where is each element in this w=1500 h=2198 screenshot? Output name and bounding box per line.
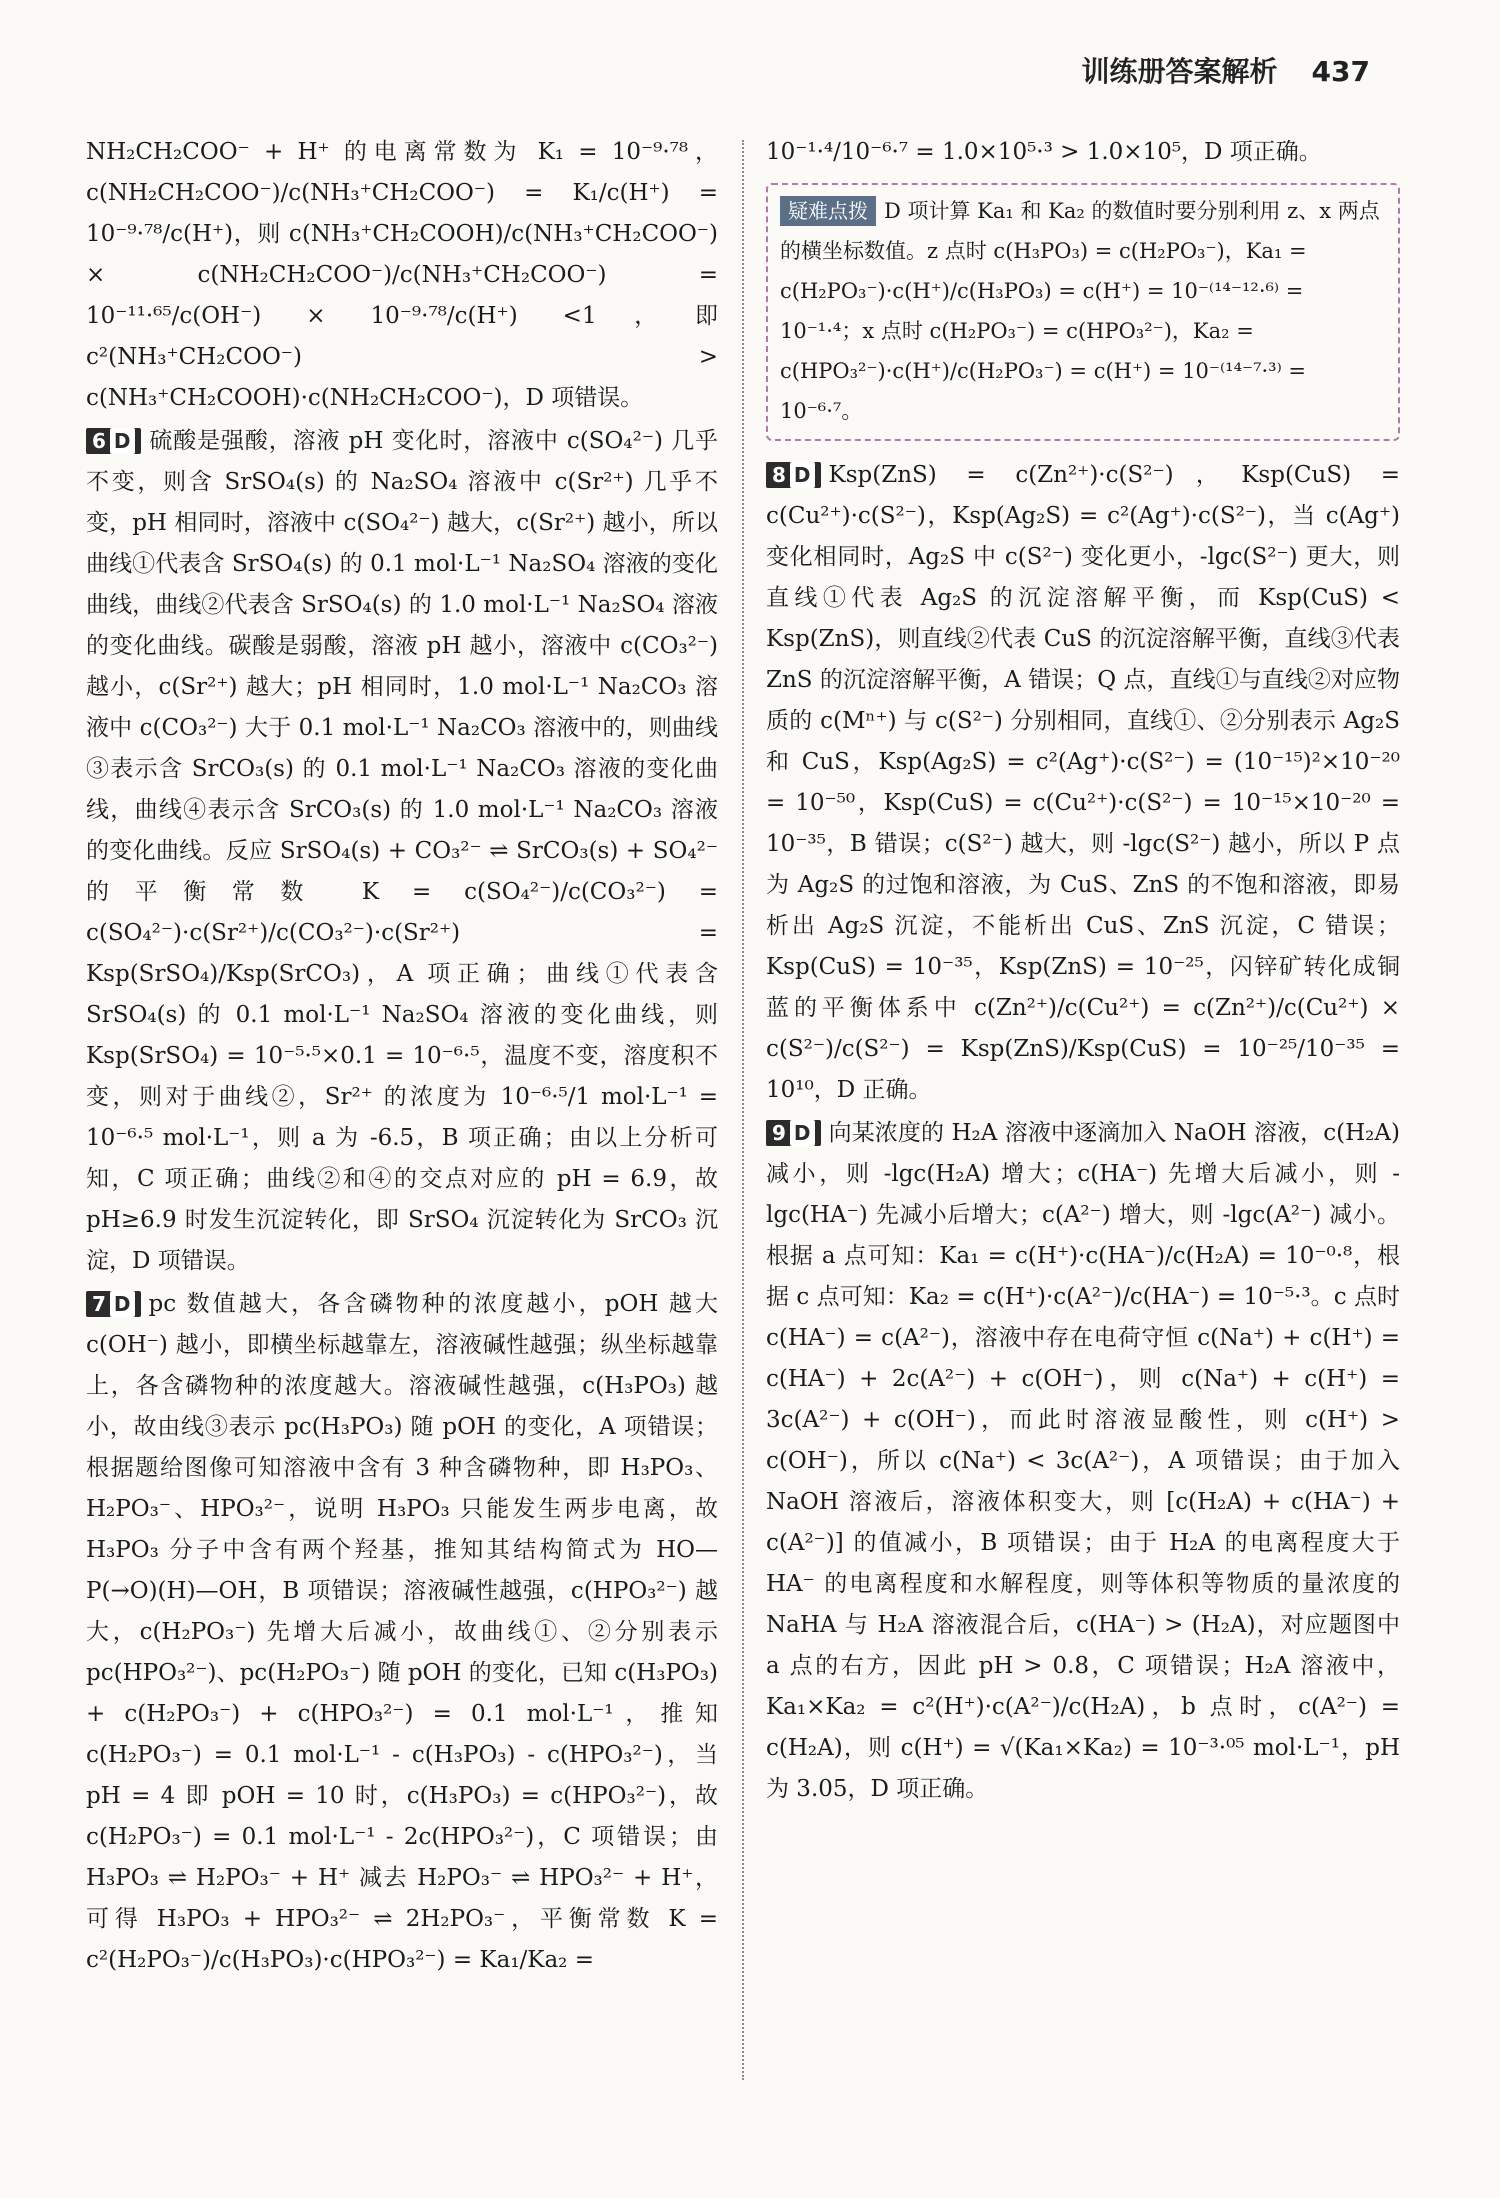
paragraph-q8-text: Ksp(ZnS) = c(Zn²⁺)·c(S²⁻)，Ksp(CuS) = c(Cu²⁺)·c(S²⁻)，Ksp(Ag₂S) = c²(Ag⁺)·c(S²⁻)，当 c(Ag⁺) 变化相同时，Ag₂S 中 c(S²⁻) 变化更小，-lgc(S²⁻) 更大，则直线①代表 Ag₂S 的沉淀溶解平衡，而 Ksp(CuS) < Ksp(ZnS)，则直线②代表 CuS 的沉淀溶解平衡，直线③代表 ZnS 的沉淀溶解平衡，A 错误；Q 点，直线①与直线②对应物质的 c(Mⁿ⁺) 与 c(S²⁻) 分别相同，直线①、②分别表示 Ag₂S 和 CuS，Ksp(Ag₂S) = c²(Ag⁺)·c(S²⁻) = (10⁻¹⁵)²×10⁻²⁰ = 10⁻⁵⁰，Ksp(CuS) = c(Cu²⁺)·c(S²⁻) = 10⁻¹⁵×10⁻²⁰ = 10⁻³⁵，B 错误；c(S²⁻) 越大，则 -lgc(S²⁻) 越小，所以 P 点为 Ag₂S 的过饱和溶液，为 CuS、ZnS 的不饱和溶液，即易析出 Ag₂S 沉淀，不能析出 CuS、ZnS 沉淀，C 错误；Ksp(CuS) = 10⁻³⁵，Ksp(ZnS) = 10⁻²⁵，闪锌矿转化成铜蓝的平衡体系中 c(Zn²⁺)/c(Cu²⁺) = c(Zn²⁺)/c(Cu²⁺) × c(S²⁻)/c(S²⁻) = Ksp(ZnS)/Ksp(CuS) = 10⁻²⁵/10⁻³⁵ = 10¹⁰，D 正确。 [766, 462, 1400, 1103]
paragraph-q7-text: pc 数值越大，各含磷物种的浓度越小，pOH 越大 c(OH⁻) 越小，即横坐标越靠左，溶液碱性越强；纵坐标越靠上，各含磷物种的浓度越大。溶液碱性越强，c(H₃PO₃) 越小，故由线③表示 pc(H₃PO₃) 随 pOH 的变化，A 项错误；根据题给图像可知溶液中含有 3 种含磷物种，即 H₃PO₃、H₂PO₃⁻、HPO₃²⁻，说明 H₃PO₃ 只能发生两步电离，故 H₃PO₃ 分子中含有两个羟基，推知其结构简式为 HO—P(→O)(H)—OH，B 项错误；溶液碱性越强，c(HPO₃²⁻) 越大，c(H₂PO₃⁻) 先增大后减小，故曲线①、②分别表示 pc(HPO₃²⁻)、pc(H₂PO₃⁻) 随 pOH 的变化，已知 c(H₃PO₃) + c(H₂PO₃⁻) + c(HPO₃²⁻) = 0.1 mol·L⁻¹，推知 c(H₂PO₃⁻) = 0.1 mol·L⁻¹ - c(H₃PO₃) - c(HPO₃²⁻)，当 pH = 4 即 pOH = 10 时，c(H₃PO₃) = c(HPO₃²⁻)，故 c(H₂PO₃⁻) = 0.1 mol·L⁻¹ - 2c(HPO₃²⁻)，C 项错误；由 H₃PO₃ ⇌ H₂PO₃⁻ + H⁺ 减去 H₂PO₃⁻ ⇌ HPO₃²⁻ + H⁺，可得 H₃PO₃ + HPO₃²⁻ ⇌ 2H₂PO₃⁻，平衡常数 K = c²(H₂PO₃⁻)/c(H₃PO₃)·c(HPO₃²⁻) = Ka₁/Ka₂ = [86, 1291, 718, 1973]
answer-badge-8: 8 D [766, 462, 821, 488]
paragraph-q9 [766, 1113, 1400, 1810]
page-header [1082, 50, 1370, 90]
paragraph-q6-text: 硫酸是强酸，溶液 pH 变化时，溶液中 c(SO₄²⁻) 几乎不变，则含 SrSO₄(s) 的 Na₂SO₄ 溶液中 c(Sr²⁺) 几乎不变，pH 相同时，溶液中 c(SO₄²⁻) 越大，c(Sr²⁺) 越小，所以曲线①代表含 SrSO₄(s) 的 0.1 mol·L⁻¹ Na₂SO₄ 溶液的变化曲线，曲线②代表含 SrSO₄(s) 的 1.0 mol·L⁻¹ Na₂SO₄ 溶液的变化曲线。碳酸是弱酸，溶液 pH 越小，溶液中 c(CO₃²⁻) 越小，c(Sr²⁺) 越大；pH 相同时，1.0 mol·L⁻¹ Na₂CO₃ 溶液中 c(CO₃²⁻) 大于 0.1 mol·L⁻¹ Na₂CO₃ 溶液中的，则曲线③表示含 SrCO₃(s) 的 0.1 mol·L⁻¹ Na₂CO₃ 溶液的变化曲线，曲线④表示含 SrCO₃(s) 的 1.0 mol·L⁻¹ Na₂CO₃ 溶液的变化曲线。反应 SrSO₄(s) + CO₃²⁻ ⇌ SrCO₃(s) + SO₄²⁻ 的平衡常数 K = c(SO₄²⁻)/c(CO₃²⁻) = c(SO₄²⁻)·c(Sr²⁺)/c(CO₃²⁻)·c(Sr²⁺) = Ksp(SrSO₄)/Ksp(SrCO₃)，A 项正确；曲线①代表含 SrSO₄(s) 的 0.1 mol·L⁻¹ Na₂SO₄ 溶液的变化曲线，则 Ksp(SrSO₄) = 10⁻⁵·⁵×0.1 = 10⁻⁶·⁵，温度不变，溶度积不变，则对于曲线②，Sr²⁺ 的浓度为 10⁻⁶·⁵/1 mol·L⁻¹ = 10⁻⁶·⁵ mol·L⁻¹，则 a 为 -6.5，B 项正确；由以上分析可知，C 项正确；曲线②和④的交点对应的 pH = 6.9，故 pH≥6.9 时发生沉淀转化，即 SrSO₄ 沉淀转化为 SrCO₃ 沉淀，D 项错误。 [86, 428, 718, 1274]
tip-box [766, 183, 1400, 441]
answer-badge-9: 9 D [766, 1120, 821, 1146]
tip-tag: 疑难点拨 [780, 196, 876, 226]
paragraph-q5-continuation: NH₂CH₂COO⁻ + H⁺ 的电离常数为 K₁ = 10⁻⁹·⁷⁸，c(NH₂CH₂COO⁻)/c(NH₃⁺CH₂COO⁻) = K₁/c(H⁺) = 10⁻⁹·⁷⁸/c(H⁺)，则 c(NH₃⁺CH₂COOH)/c(NH₃⁺CH₂COO⁻) × c(NH₂CH₂COO⁻)/c(NH₃⁺CH₂COO⁻) = 10⁻¹¹·⁶⁵/c(OH⁻) × 10⁻⁹·⁷⁸/c(H⁺) <1，即 c²(NH₃⁺CH₂COO⁻) > c(NH₃⁺CH₂COOH)·c(NH₂CH₂COO⁻)，D 项错误。 [86, 139, 718, 411]
paragraph-q8 [766, 455, 1400, 1111]
page-number: 437 [1311, 55, 1370, 88]
right-column [766, 132, 1400, 1812]
column-divider [742, 140, 744, 2080]
left-column [86, 132, 718, 1983]
paragraph-q9-text: 向某浓度的 H₂A 溶液中逐滴加入 NaOH 溶液，c(H₂A) 减小，则 -lgc(H₂A) 增大；c(HA⁻) 先增大后减小，则 -lgc(HA⁻) 先减小后增大；c(A²⁻) 增大，则 -lgc(A²⁻) 减小。根据 a 点可知：Ka₁ = c(H⁺)·c(HA⁻)/c(H₂A) = 10⁻⁰·⁸，根据 c 点可知：Ka₂ = c(H⁺)·c(A²⁻)/c(HA⁻) = 10⁻⁵·³。c 点时 c(HA⁻) = c(A²⁻)，溶液中存在电荷守恒 c(Na⁺) + c(H⁺) = c(HA⁻) + 2c(A²⁻) + c(OH⁻)，则 c(Na⁺) + c(H⁺) = 3c(A²⁻) + c(OH⁻)，而此时溶液显酸性，则 c(H⁺) > c(OH⁻)，所以 c(Na⁺) < 3c(A²⁻)，A 项错误；由于加入 NaOH 溶液后，溶液体积变大，则 [c(H₂A) + c(HA⁻) + c(A²⁻)] 的值减小，B 项错误；由于 H₂A 的电离程度大于 HA⁻ 的电离程度和水解程度，则等体积等物质的量浓度的 NaHA 与 H₂A 溶液混合后，c(HA⁻) > (H₂A)，对应题图中 a 点的右方，因此 pH > 0.8，C 项错误；H₂A 溶液中，Ka₁×Ka₂ = c²(H⁺)·c(A²⁻)/c(H₂A)，b 点时，c(A²⁻) = c(H₂A)，则 c(H⁺) = √(Ka₁×Ka₂) = 10⁻³·⁰⁵ mol·L⁻¹，pH 为 3.05，D 项正确。 [766, 1120, 1400, 1802]
answer-badge-7: 7 D [86, 1291, 141, 1317]
header-title: 训练册答案解析 [1081, 55, 1278, 88]
tip-text: D 项计算 Ka₁ 和 Ka₂ 的数值时要分别利用 z、x 两点的横坐标数值。z 点时 c(H₃PO₃) = c(H₂PO₃⁻)，Ka₁ = c(H₂PO₃⁻)·c(H⁺)/c(H₃PO₃) = c(H⁺) = 10⁻⁽¹⁴⁻¹²·⁶⁾ = 10⁻¹·⁴；x 点时 c(H₂PO₃⁻) = c(HPO₃²⁻)，Ka₂ = c(HPO₃²⁻)·c(H⁺)/c(H₂PO₃⁻) = c(H⁺) = 10⁻⁽¹⁴⁻⁷·³⁾ = 10⁻⁶·⁷。 [780, 199, 1380, 423]
paragraph-q7 [86, 1284, 718, 1981]
answer-badge-6: 6 D [86, 428, 141, 454]
paragraph-q6 [86, 421, 718, 1282]
paragraph-q7-continuation: 10⁻¹·⁴/10⁻⁶·⁷ = 1.0×10⁵·³ > 1.0×10⁵，D 项正确。 [766, 139, 1322, 165]
